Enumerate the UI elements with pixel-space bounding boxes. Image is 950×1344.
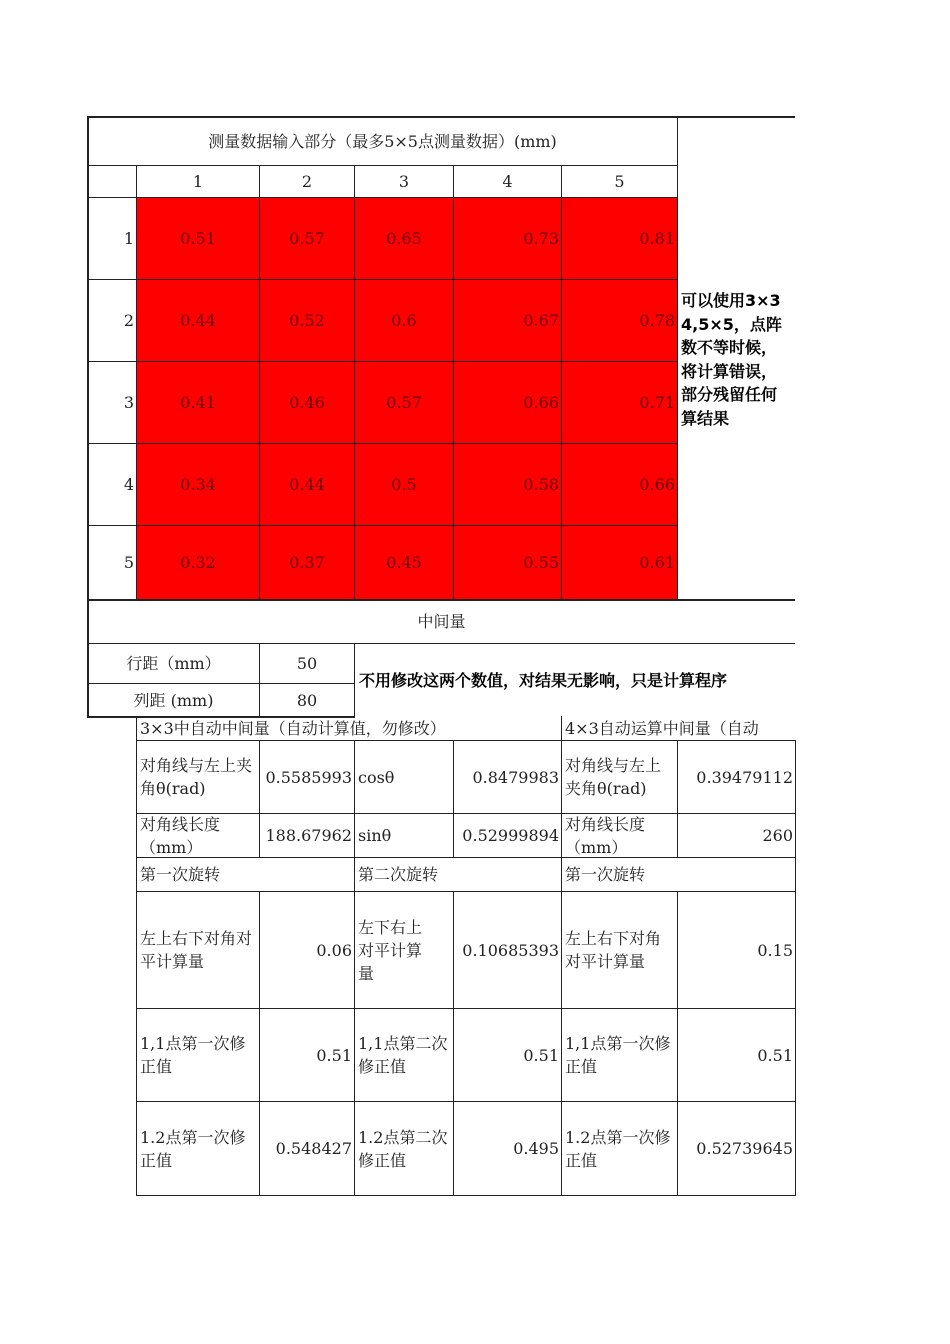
header-3x3: 3×3中自动中间量（自动计算值，勿修改）: [140, 719, 446, 738]
cos-value: 0.8479983: [472, 767, 559, 787]
row-header-2: 2: [123, 311, 134, 330]
note-line: 部分残留任何: [681, 385, 778, 404]
header-4x3: 4×3自动运算中间量（自动: [565, 719, 759, 738]
level-calc-value: 0.06: [316, 940, 352, 960]
col-spacing-value[interactable]: 80: [296, 690, 318, 710]
spacing-warning: 不用修改这两个数值，对结果无影响，只是计算程序: [359, 671, 728, 690]
point-1-2-correction-value-4x3: 0.52739645: [696, 1139, 793, 1158]
point-1-2-correction-label-2: 1.2点第二次修正值: [358, 1127, 448, 1170]
usage-note: [681, 289, 795, 430]
row-header-3: 3: [123, 393, 134, 412]
data-cell[interactable]: 0.57: [289, 229, 325, 248]
level-calc-label: 左上右下对角对平计算量: [140, 929, 253, 971]
diagonal-value-4x3: 260: [762, 826, 793, 845]
col-header-5: 5: [614, 172, 625, 191]
data-cell[interactable]: 0.45: [386, 553, 422, 572]
point-1-1-correction-label: 1,1点第一次修正值: [140, 1034, 246, 1076]
angle-value-4x3: 0.39479112: [696, 767, 793, 787]
data-cell[interactable]: 0.67: [523, 311, 559, 330]
data-cell[interactable]: 0.41: [180, 393, 216, 412]
point-1-1-correction-value-4x3: 0.51: [757, 1045, 793, 1065]
data-cell[interactable]: 0.78: [639, 311, 675, 330]
col-header-2: 2: [301, 172, 313, 191]
level-calc-value-4x3: 0.15: [757, 940, 793, 960]
data-cell[interactable]: 0.66: [639, 475, 675, 494]
angle-label: 对角线与左上夹角θ(rad): [140, 756, 253, 798]
note-line: 将计算错误，: [681, 361, 778, 381]
sin-value: 0.52999894: [462, 826, 559, 845]
point-1-2-correction-label-4x3: 1.2点第一次修正值: [565, 1127, 671, 1170]
data-cell[interactable]: 0.71: [639, 393, 675, 412]
diagonal-value: 188.67962: [265, 826, 352, 845]
row-spacing-label: 行距（mm）: [126, 654, 221, 673]
diagonal-label: 对角线长度（mm）: [140, 814, 221, 857]
rotation-1-label: 第一次旋转: [140, 865, 221, 884]
point-1-1-correction-value-2: 0.51: [523, 1045, 559, 1065]
angle-value: 0.5585993: [265, 767, 352, 787]
data-cell[interactable]: 0.34: [180, 475, 216, 494]
point-1-2-correction-value: 0.548427: [275, 1139, 352, 1158]
col-header-4: 4: [502, 172, 513, 191]
angle-label-4x3: 对角线与左上夹角θ(rad): [565, 756, 662, 798]
intermediate-title: 中间量: [417, 612, 466, 631]
sin-label: sinθ: [358, 826, 392, 845]
col-spacing-label: 列距 (mm): [133, 690, 214, 710]
point-1-2-correction-label: 1.2点第一次修正值: [140, 1127, 246, 1170]
data-cell[interactable]: 0.51: [180, 229, 216, 248]
diagonal-label-4x3: 对角线长度（mm）: [565, 814, 646, 857]
point-1-1-correction-label-2: 1,1点第二次修正值: [358, 1034, 448, 1076]
row-header-4: 4: [123, 475, 134, 494]
level-calc-label-4x3: 左上右下对角对平计算量: [565, 929, 662, 971]
col-header-3: 3: [398, 172, 410, 191]
point-1-1-correction-value: 0.51: [316, 1045, 352, 1065]
level-calc-label-2: 左下右上对平计算量: [358, 917, 423, 983]
note-line: 4,5×5，点阵: [681, 314, 782, 334]
data-cell[interactable]: 0.66: [523, 393, 559, 412]
data-cell[interactable]: 0.44: [180, 311, 216, 330]
note-line: 算结果: [681, 408, 730, 428]
input-section-title: 测量数据输入部分（最多5×5点测量数据）(mm): [208, 131, 557, 151]
data-cell[interactable]: 0.81: [639, 229, 675, 248]
data-cell[interactable]: 0.57: [386, 393, 422, 412]
point-1-2-correction-value-2: 0.495: [513, 1139, 559, 1158]
data-cell[interactable]: 0.46: [289, 393, 325, 412]
data-cell[interactable]: 0.65: [386, 229, 422, 248]
data-cell[interactable]: 0.55: [523, 553, 559, 572]
data-cell[interactable]: 0.5: [391, 475, 417, 494]
rotation-1-label-4x3: 第一次旋转: [565, 865, 646, 884]
level-calc-value-2: 0.10685393: [462, 940, 559, 960]
note-line: 数不等时候，: [681, 338, 778, 357]
data-cell[interactable]: 0.32: [180, 553, 216, 572]
cos-label: cosθ: [358, 767, 395, 787]
data-cell[interactable]: 0.6: [391, 311, 417, 330]
col-header-1: 1: [192, 172, 204, 191]
point-1-1-correction-label-4x3: 1,1点第一次修正值: [565, 1034, 671, 1076]
row-header-5: 5: [123, 553, 134, 572]
row-spacing-value[interactable]: 50: [296, 654, 318, 673]
data-cell[interactable]: 0.58: [523, 475, 559, 494]
data-cell[interactable]: 0.73: [523, 229, 559, 248]
data-cell[interactable]: 0.44: [289, 475, 325, 494]
data-cell[interactable]: 0.61: [639, 553, 675, 572]
data-cell[interactable]: 0.37: [289, 553, 325, 572]
data-cell[interactable]: 0.52: [289, 311, 325, 330]
row-header-1: 1: [123, 229, 134, 248]
note-line: 可以使用3×3: [681, 291, 781, 310]
rotation-2-label: 第二次旋转: [358, 865, 439, 884]
